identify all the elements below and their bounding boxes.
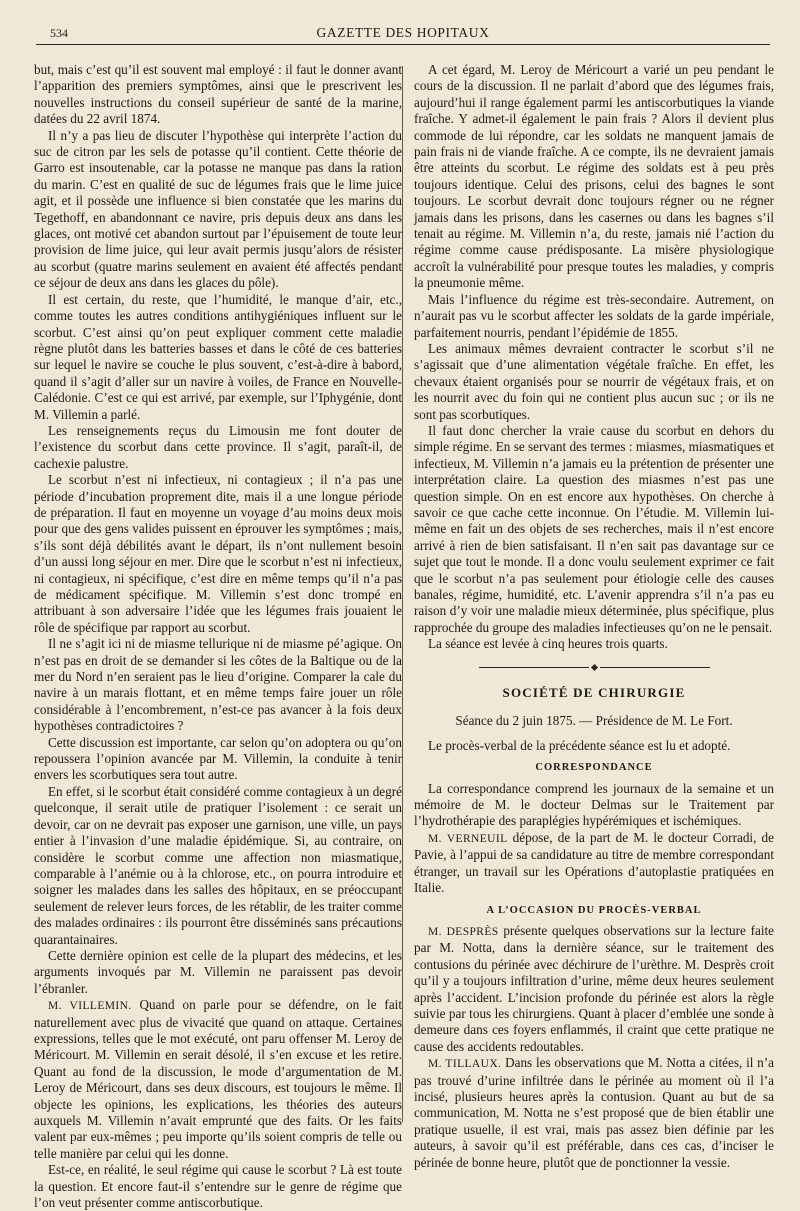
speaker-name: M. TILLAUX. <box>428 1058 502 1071</box>
subsection-title: CORRESPONDANCE <box>535 762 653 774</box>
section-separator <box>414 659 774 675</box>
paragraph: Il n’y a pas lieu de discuter l’hypothèse qui interprète l’action du suc de citron par les sels de potasse qu’il contient. Cette théorie de Garro est insoutenable, car la potasse ne manque pas dans la ration du marin. C’est en qualité de suc de légumes frais que le lime juice agit, et il possède une influence si bien constatée que les marins du Tegethoff, en abandonnant ce navire, pris depuis deux ans dans les glaces, ont motivé cet abandon surtout par l’épuisement de toute leur provision de lime juice, qui leur avait permis jusqu’alors de résister au scorbut (quatre marins seulement en avaient été affectés pendant ce séjour de deux ans dans les glaces du pôle). <box>34 127 402 291</box>
speech-text: Quand on parle pour se défendre, on le fait naturellement avec plus de vivacité que quand on attaque. Certaines expressions, telles que le mot exécuté, ont paru offenser M. Leroy de Méricourt. M. Villemin en serait désolé, il s’en excuse et les retire. Quant au fond de la discussion, le mode d’argumentation de M. Leroy de Méricourt, dans ses deux discours, est toujours le même. Il objecte les opinions, les explications, les théories des auteurs auxquels M. Villemin n’avait emprunté que des faits. Or les faits valent par eux-mêmes ; peu importe qu’ils soient compris de telle ou telle manière par celui qui les donne. <box>34 997 402 1161</box>
paragraph: but, mais c’est qu’il est souvent mal employé : il faut le donner avant l’apparition des premiers symptômes, ainsi que le prescrivent les nouvelles instructions du conseil supérieur de santé de la marine, datées du 22 avril 1874. <box>34 62 402 127</box>
paragraph: Est-ce, en réalité, le seul régime qui cause le scorbut ? Là est toute la question. Et encore faut-il s’entendre sur le genre de régime que l’on veut présenter comme antiscorbutique. <box>34 1162 402 1211</box>
page-number: 534 <box>50 26 68 40</box>
subsection-title: A L’OCCASION DU PROCÈS-VERBAL <box>486 904 702 916</box>
session-line: Séance du 2 juin 1875. — Présidence de M. Le Fort. <box>455 713 733 729</box>
left-column <box>34 62 402 1211</box>
paragraph: Mais l’influence du régime est très-secondaire. Autrement, on n’aurait pas vu le scorbut affecter les soldats de la garde impériale, parfaitement nourris, pendant l’épidémie de 1855. <box>414 291 774 340</box>
paragraph: Le scorbut n’est ni infectieux, ni contagieux ; il n’a pas une période d’incubation proprement dite, mais il a une longue période de préparation. Il faut en moyenne un voyage d’au moins deux mois pour que des gens valides puissent en éprouver les symptômes ; mais, s’ils sont déjà débilités avant le départ, ils n’ont nullement besoin d’un aussi long séjour en mer. Dire que le scorbut n’est ni infectieux, ni contagieux, ni spécifique, c’est dire en même temps qu’il n’a pas de médicament spécifique. M. Villemin s’est donc trompé en attribuant à son adversaire l’idée que les légumes frais jouaient le rôle de spécifique par rapport au scorbut. <box>34 472 402 635</box>
speech-text: Dans les observations que M. Notta a citées, il n’a pas trouvé d’urine infiltrée dans le périnée au moment où il l’a incisé, plusieurs heures après la contusion. Quant au but de sa communication, M. Notta ne s’est proposé que de bien établir une pratique usuelle, il est vrai, mais pas assez bien définie par les auteurs, à savoir qu’il est préférable, dans ces cas, d’inciser le périnée de bonne heure, plutôt que de ponctionner la vessie. <box>414 1055 774 1170</box>
minutes-line: Le procès-verbal de la précédente séance est lu et adopté. <box>428 737 731 753</box>
paragraph: La correspondance comprend les journaux de la semaine et un mémoire de M. le docteur Delmas sur le Traitement par l’hydrothérapie des paraplégies hypérémiques et ischémiques. <box>414 780 774 829</box>
speaker-name: M. VILLEMIN. <box>48 1000 132 1013</box>
speech-paragraph <box>414 1055 774 1171</box>
speaker-name: M. DESPRÈS <box>428 925 499 938</box>
paragraph: Il ne s’agit ici ni de miasme tellurique ni de miasme pé’agique. On n’est pas en droit de se demander si les côtes de la Baltique ou de la mer du Nord n’en seraient pas le lieu d’origine. Comparer la cale du navire à un marais flottant, et en même temps faire jouer un rôle considérable à l’encombrement, n’est-ce pas avancer à la fois deux hypothèses contradictoires ? <box>34 636 402 734</box>
paragraph: Les animaux mêmes devraient contracter le scorbut s’il ne s’agissait que d’une alimentation végétale fraîche. En effet, les chevaux étaient organisés pour se nourrir de végétaux frais, et on les nourrit avec du foin qui ne contient plus aucun suc ; or ils ne sont pas scorbutiques. <box>414 340 774 422</box>
section-title: SOCIÉTÉ DE CHIRURGIE <box>502 685 686 701</box>
speech-text: dépose, de la part de M. le docteur Corradi, de Pavie, à l’appui de sa candidature au titre de membre correspondant étranger, un travail sur les Opérations d’autoplastie pratiquées en Italie. <box>414 829 774 896</box>
paragraph: Les renseignements reçus du Limousin me font douter de l’existence du scorbut dans cette province. Il s’agit, paraît-il, de cachexie palustre. <box>34 422 402 471</box>
paragraph: Il est certain, du reste, que l’humidité, le manque d’air, etc., comme toutes les autres conditions antihygiéniques influent sur le scorbut. C’est ainsi qu’on peut expliquer comment cette maladie règne plutôt dans les batteries basses et dans le côté de ces batteries sur lequel le navire se couche le plus souvent, c’est-à-dire à babord, quand il s’agit d’aller sur un navire à voiles, de France en Nouvelle-Calédonie. C’est ce qui est arrivé, par exemple, sur l’Iphygénie, dont M. Villemin a parlé. <box>34 291 402 422</box>
paragraph: Cette discussion est importante, car selon qu’on adoptera ou qu’on repoussera l’opinion avancée par M. Villemin, la conduite à tenir envers les scorbutiques sera tout autre. <box>34 734 402 783</box>
speaker-name: M. VERNEUIL <box>428 832 508 845</box>
paragraph: Cette dernière opinion est celle de la plupart des médecins, et les arguments invoqués par M. Villemin ne paraissent pas devoir l’ébranler. <box>34 947 402 996</box>
journal-title: GAZETTE DES HOPITAUX <box>316 25 490 40</box>
paragraph: A cet égard, M. Leroy de Méricourt a varié un peu pendant le cours de la discussion. Il ne parlait d’abord que des légumes frais, aujourd’hui il range également parmi les antiscorbutiques la viande fraîche. Y admet-il également le pain frais ? Alors il devient plus commode de lui répondre, car les soldats ne manquent jamais de pain frais ni de viande fraîche. A ce compte, ils ne devraient jamais être atteints du scorbut. Le régime des soldats est à peu près toujours identique. Celui des prisons, celui des bagnes le sont toujours. Le scorbut devrait donc toujours régner ou ne régner jamais dans les prisons, dans les casernes ou dans les bagnes s’il tenait au régime. M. Villemin n’a, du reste, jamais nié l’action du régime comme cause prédisposante. La misère physiologique accroît la vulnérabilité pour presque toutes les maladies, y compris la pneumonie même. <box>414 62 774 291</box>
speech-paragraph <box>34 997 402 1162</box>
right-column <box>414 62 774 1171</box>
paragraph: En effet, si le scorbut était considéré comme contagieux à un degré quelconque, il serait utile de pratiquer l’isolement : ce serait un devoir, car on ne devrait pas exposer une garnison, une ville, un pays entier à l’invasion d’une maladie épidémique. Si, au contraire, on considère le scorbut comme une affection non miasmatique, comparable à l’anémie ou à la chlorose, etc., on pourra introduire et soigner les malades dans les salles des hôpitaux, en se préoccupant seulement de relever leurs forces, de les rétablir, de les traiter comme des malades ordinaires : ils pourront être disséminés sans précautions quarantainaires. <box>34 783 402 947</box>
paragraph: Il faut donc chercher la vraie cause du scorbut en dehors du simple régime. En se servant des termes : miasmes, miasmatiques et infectieux, M. Villemin n’a jamais eu la prétention de présenter une interprétation claire. La question des miasmes n’est pas une question simple. On en est encore aux hypothèses. On cherche à savoir ce que cache cette inconnue. On l’étudie. M. Villemin lui-même en fait un des objets de ses recherches, mais il n’est encore arrivé à rien de bien satisfaisant. Il n’en sait pas davantage sur ce sujet que tout le monde. Il a donc voulu seulement exprimer ce fait que le scorbut n’a pas seulement pour étiologie celle des causes banales, régime, humidité, etc. L’avenir apprendra s’il n’a pas eu raison d’y voir une maladie mieux déterminée, plus spécifique, plus rapprochée du groupe des maladies infectieuses qu’on ne le pensait. <box>414 422 774 635</box>
speech-text: présente quelques observations sur la lecture faite par M. Notta, dans la dernière séance, sur le traitement des contusions du périnée avec déchirure de l’urèthre. M. Desprès croit qu’il y a toujours infiltration d’urine, même deux heures seulement après l’accident. L’incision profonde du périnée est alors la règle suivie par tous les chirurgiens. Quant à placer d’emblée une sonde à demeure dans ces foyers enflammés, il craint que cette pratique ne cause des accidents redoutables. <box>414 922 775 1054</box>
column-divider <box>402 66 403 1122</box>
speech-paragraph <box>414 923 774 1055</box>
paragraph: La séance est levée à cinq heures trois quarts. <box>428 636 668 652</box>
page-header <box>36 22 770 45</box>
speech-paragraph <box>414 830 774 897</box>
